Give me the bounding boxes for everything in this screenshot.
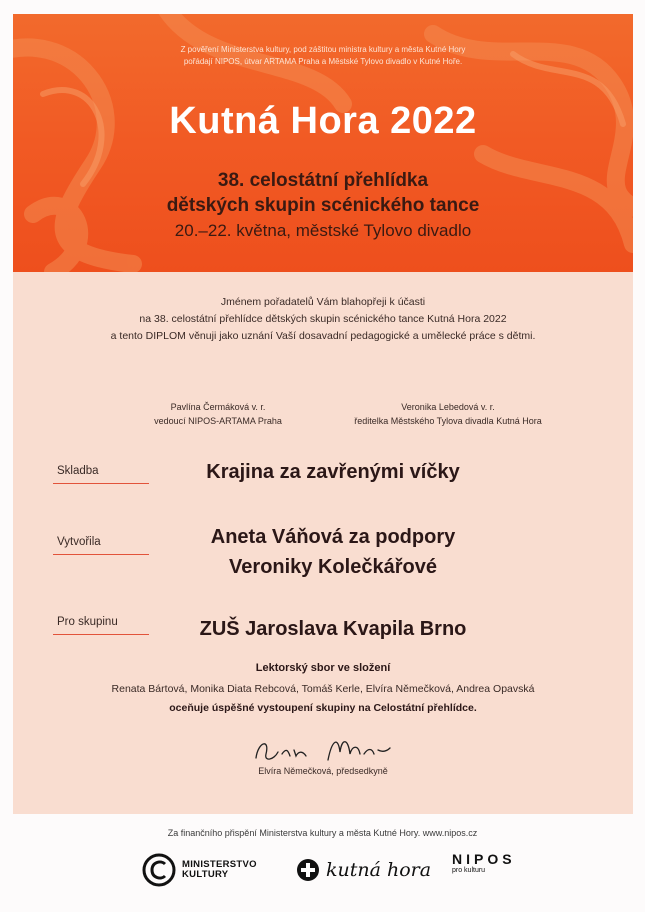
composition-value: Krajina za zavřenými víčky <box>206 461 460 483</box>
signatory-left <box>133 400 303 428</box>
ministry-logo-text <box>182 860 257 880</box>
funding-note: Za finančního přispění Ministerstva kultury a města Kutné Hory. www.nipos.cz <box>167 828 478 838</box>
diploma-sheet <box>13 14 633 814</box>
event-title: Kutná Hora 2022 <box>169 100 477 142</box>
group-value: ZUŠ Jaroslava Kvapila Brno <box>199 618 467 640</box>
organizers-intro <box>13 44 633 68</box>
signatory-right-name: Veronika Lebedová v. r. <box>401 402 495 412</box>
congratulation-text <box>13 294 633 345</box>
ministry-of-culture-logo <box>142 853 257 887</box>
ministry-emblem-icon <box>142 853 176 887</box>
congrats-line-1: Jménem pořadatelů Vám blahopřeji k účasti <box>220 296 426 308</box>
jury-evaluation: oceňuje úspěšné vystoupení skupiny na Celostátní přehlídce. <box>169 702 477 714</box>
intro-line-1: Z pověření Ministerstva kultury, pod záštitou ministra kultury a města Kutné Hory <box>180 45 466 54</box>
author-underline <box>53 554 149 555</box>
group-underline <box>53 634 149 635</box>
festival-line-1: 38. celostátní přehlídka <box>217 170 429 191</box>
jury-chair: Elvíra Němečková, předsedkyně <box>258 766 388 776</box>
congrats-line-2: na 38. celostátní přehlídce dětských skupin scénického tance Kutná Hora 2022 <box>139 313 507 325</box>
kutna-hora-emblem-icon <box>296 858 320 882</box>
festival-name <box>13 168 633 218</box>
nipos-logo <box>452 851 516 874</box>
header-banner <box>13 14 633 272</box>
intro-line-2: pořádají NIPOS, útvar ARTAMA Praha a Městské Tylovo divadlo v Kutné Hoře. <box>183 57 463 66</box>
group-label: Pro skupinu <box>57 616 118 628</box>
nipos-logo-subtitle: pro kulturu <box>452 867 486 874</box>
event-dates: 20.–22. května, městské Tylovo divadlo <box>174 221 472 240</box>
author-label: Vytvořila <box>57 536 101 548</box>
signatory-left-name: Pavlína Čermáková v. r. <box>170 402 266 412</box>
author-value <box>163 522 503 582</box>
kutna-hora-logo <box>296 858 431 882</box>
festival-line-2: dětských skupin scénického tance <box>166 195 480 216</box>
nipos-logo-text: NIPOS <box>452 851 516 867</box>
jury-members: Renata Bártová, Monika Diata Rebcová, Tomáš Kerle, Elvíra Němečková, Andrea Opavská <box>111 683 535 695</box>
jury-heading: Lektorský sbor ve složení <box>255 662 391 674</box>
signatory-left-role: vedoucí NIPOS-ARTAMA Praha <box>154 416 282 426</box>
handwritten-signature <box>248 732 408 766</box>
composition-underline <box>53 483 149 484</box>
composition-label: Skladba <box>57 465 99 477</box>
kutna-hora-logo-text: kutná hora <box>326 859 432 881</box>
signatory-right <box>333 400 563 428</box>
signatory-right-role: ředitelka Městského Tylova divadla Kutná Hora <box>354 416 542 426</box>
congrats-line-3: a tento DIPLOM věnuji jako uznání Vaší dosavadní pedagogické a umělecké práce s dětmi. <box>110 330 536 342</box>
author-value-line-1: Aneta Váňová za podpory <box>210 526 456 548</box>
author-value-line-2: Veroniky Kolečkářové <box>229 556 437 578</box>
ministry-logo-line-2: KULTURY <box>182 869 229 880</box>
ministry-logo-line-1: MINISTERSTVO <box>182 859 257 870</box>
